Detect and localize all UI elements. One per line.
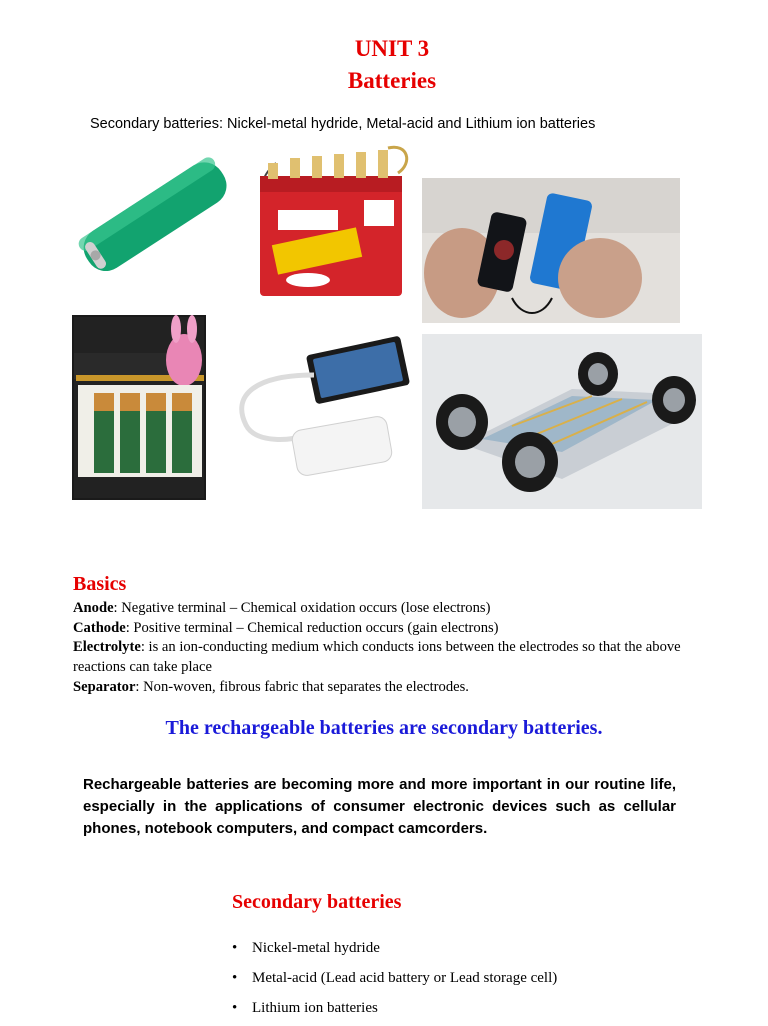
- definition-electrolyte: [73, 638, 698, 677]
- definition-term: Anode: [73, 600, 114, 616]
- definition-text: : Negative terminal – Chemical oxidation occurs (lose electrons): [113, 600, 491, 616]
- definition-text: : Positive terminal – Chemical reduction occurs (gain electrons): [125, 619, 499, 636]
- unit-title: UNIT 3: [354, 36, 430, 61]
- power-bank-photo: [422, 178, 680, 323]
- bullet-icon: •: [232, 1000, 238, 1016]
- basics-heading: Basics: [73, 573, 127, 595]
- definition-cathode: [73, 619, 698, 639]
- list-item: [232, 936, 557, 966]
- ev-battery-chassis-image: [422, 334, 702, 509]
- subtitle: Secondary batteries: Nickel-metal hydride, Metal-acid and Lithium ion batteries: [90, 116, 596, 132]
- definition-term: Electrolyte: [73, 639, 141, 656]
- definition-term: Separator: [73, 678, 136, 695]
- list-item: [232, 966, 557, 996]
- secondary-batteries-heading: Secondary batteries: [232, 891, 402, 913]
- secondary-batteries-list: [232, 936, 557, 1026]
- basics-definitions: [73, 599, 698, 698]
- highlight-statement: The rechargeable batteries are secondary batteries.: [165, 717, 603, 739]
- definition-anode: [73, 599, 698, 619]
- lead-acid-battery-image: [248, 138, 414, 300]
- list-item-label: Nickel-metal hydride: [252, 940, 380, 956]
- definition-text: : Non-woven, fibrous fabric that separates the electrodes.: [135, 678, 469, 695]
- nimh-battery-image: [64, 140, 244, 300]
- intro-paragraph: Rechargeable batteries are becoming more and more important in our routine life, especially in the applications of consumer electronic devices such as cellular phones, notebook computers, and compact camcorders.: [83, 776, 676, 837]
- definition-text: : is an ion-conducting medium which conducts ions between the electrodes so that the above reactions can take place: [73, 639, 681, 676]
- bullet-icon: •: [232, 940, 238, 956]
- phone-powerbank-image: [236, 335, 412, 483]
- definition-term: Cathode: [73, 619, 126, 636]
- definition-separator: [73, 678, 698, 698]
- list-item: [232, 996, 557, 1026]
- page-title: Batteries: [347, 68, 437, 93]
- duracell-pack-image: [72, 315, 206, 500]
- bullet-icon: •: [232, 970, 238, 986]
- list-item-label: Metal-acid (Lead acid battery or Lead storage cell): [252, 970, 558, 986]
- list-item-label: Lithium ion batteries: [252, 1000, 378, 1016]
